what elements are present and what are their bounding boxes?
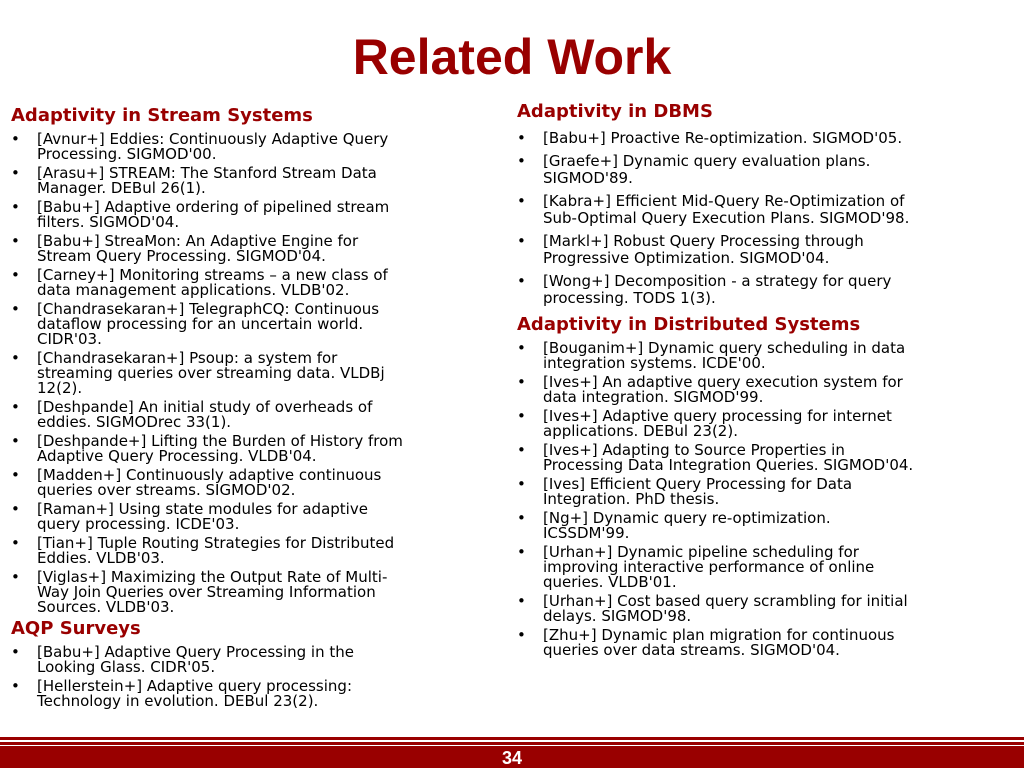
reference-line: • [Arasu+] STREAM: The Stanford Stream Data (37, 164, 377, 182)
reference-item (11, 132, 507, 162)
right-column (517, 100, 1017, 658)
reference-line: Progressive Optimization. SIGMOD'04. (543, 249, 830, 267)
reference-line: applications. DEBul 23(2). (543, 422, 738, 440)
reference-line: • [Ives+] An adaptive query execution system for (543, 373, 903, 391)
reference-line: Way Join Queries over Streaming Information (37, 583, 376, 601)
reference-line: • [Markl+] Robust Query Processing through (543, 232, 864, 250)
distributed-systems-list (517, 341, 1017, 658)
reference-item (11, 468, 507, 498)
reference-item (517, 193, 1017, 227)
reference-item (11, 351, 507, 396)
reference-line: • [Raman+] Using state modules for adaptive (37, 500, 368, 518)
footer-rule-bottom (0, 742, 1024, 745)
reference-item (517, 409, 1017, 439)
reference-line: • [Hellerstein+] Adaptive query processing: (37, 677, 352, 695)
reference-item (517, 443, 1017, 473)
reference-line: • [Babu+] Adaptive Query Processing in the (37, 643, 354, 661)
reference-line: Processing. SIGMOD'00. (37, 145, 217, 163)
reference-line: • [Urhan+] Dynamic pipeline scheduling for (543, 543, 859, 561)
reference-line: • [Chandrasekaran+] Psoup: a system for (37, 349, 338, 367)
reference-item (517, 594, 1017, 624)
reference-item (517, 341, 1017, 371)
reference-item (11, 166, 507, 196)
reference-line: • [Zhu+] Dynamic plan migration for continuous (543, 626, 895, 644)
reference-line: • [Deshpande+] Lifting the Burden of History from (37, 432, 403, 450)
reference-line: Stream Query Processing. SIGMOD'04. (37, 247, 326, 265)
footer-rule-top (0, 737, 1024, 740)
reference-line: query processing. ICDE'03. (37, 515, 240, 533)
reference-line: Eddies. VLDB'03. (37, 549, 165, 567)
reference-line: delays. SIGMOD'98. (543, 607, 692, 625)
reference-item (517, 628, 1017, 658)
reference-line: • [Viglas+] Maximizing the Output Rate of Multi- (37, 568, 388, 586)
reference-line: • [Ives] Efficient Query Processing for Data (543, 475, 853, 493)
reference-line: SIGMOD'89. (543, 169, 633, 187)
reference-item (517, 233, 1017, 267)
reference-item (517, 545, 1017, 590)
reference-line: eddies. SIGMODrec 33(1). (37, 413, 232, 431)
reference-line: • [Babu+] StreaMon: An Adaptive Engine for (37, 232, 359, 250)
reference-line: Sources. VLDB'03. (37, 598, 175, 616)
reference-item (11, 679, 507, 709)
stream-systems-list (11, 132, 507, 615)
reference-line: Manager. DEBul 26(1). (37, 179, 206, 197)
reference-item (11, 400, 507, 430)
reference-item (11, 570, 507, 615)
reference-line: filters. SIGMOD'04. (37, 213, 180, 231)
section-heading-dbms: Adaptivity in DBMS (517, 101, 713, 122)
reference-item (517, 477, 1017, 507)
reference-line: • [Tian+] Tuple Routing Strategies for Distributed (37, 534, 395, 552)
reference-line: • [Ives+] Adapting to Source Properties in (543, 441, 845, 459)
reference-line: queries over data streams. SIGMOD'04. (543, 641, 840, 659)
slide-title: Related Work (352, 29, 672, 85)
reference-line: improving interactive performance of online (543, 558, 875, 576)
reference-line: • [Kabra+] Efficient Mid-Query Re-Optimization of (543, 192, 905, 210)
reference-line: Integration. PhD thesis. (543, 490, 720, 508)
reference-item (11, 302, 507, 347)
reference-line: streaming queries over streaming data. VLDBj (37, 364, 385, 382)
reference-line: • [Graefe+] Dynamic query evaluation plans. (543, 152, 871, 170)
reference-line: • [Bouganim+] Dynamic query scheduling in data (543, 339, 906, 357)
reference-line: • [Urhan+] Cost based query scrambling for initial (543, 592, 908, 610)
reference-line: • [Ng+] Dynamic query re-optimization. (543, 509, 831, 527)
dbms-list (517, 130, 1017, 307)
reference-line: • [Babu+] Adaptive ordering of pipelined stream (37, 198, 390, 216)
reference-line: data integration. SIGMOD'99. (543, 388, 764, 406)
reference-line: • [Carney+] Monitoring streams – a new class of (37, 266, 388, 284)
reference-item (11, 434, 507, 464)
section-heading-distributed-systems: Adaptivity in Distributed Systems (517, 314, 861, 335)
aqp-surveys-list (11, 645, 507, 709)
reference-line: • [Ives+] Adaptive query processing for internet (543, 407, 892, 425)
reference-line: Sub-Optimal Query Execution Plans. SIGMOD'98. (543, 209, 910, 227)
reference-line: CIDR'03. (37, 330, 102, 348)
reference-item (11, 645, 507, 675)
reference-line: Looking Glass. CIDR'05. (37, 658, 216, 676)
reference-item (517, 511, 1017, 541)
reference-line: dataflow processing for an uncertain world. (37, 315, 364, 333)
page-number: 34 (501, 748, 523, 768)
reference-line: ICSSDM'99. (543, 524, 630, 542)
reference-line: data management applications. VLDB'02. (37, 281, 350, 299)
reference-item (11, 502, 507, 532)
reference-item (517, 273, 1017, 307)
reference-line: • [Madden+] Continuously adaptive continuous (37, 466, 382, 484)
reference-item (11, 234, 507, 264)
reference-line: queries. VLDB'01. (543, 573, 677, 591)
reference-line: Processing Data Integration Queries. SIGMOD'04. (543, 456, 914, 474)
reference-item (11, 200, 507, 230)
reference-line: • [Wong+] Decomposition - a strategy for query (543, 272, 892, 290)
reference-item (517, 130, 1017, 147)
section-heading-stream-systems: Adaptivity in Stream Systems (11, 105, 313, 126)
reference-line: queries over streams. SIGMOD'02. (37, 481, 296, 499)
reference-line: processing. TODS 1(3). (543, 289, 716, 307)
reference-item (517, 153, 1017, 187)
reference-line: • [Avnur+] Eddies: Continuously Adaptive Query (37, 130, 389, 148)
reference-line: • [Deshpande] An initial study of overheads of (37, 398, 373, 416)
reference-item (11, 268, 507, 298)
reference-line: Adaptive Query Processing. VLDB'04. (37, 447, 317, 465)
reference-item (517, 375, 1017, 405)
reference-line: • [Babu+] Proactive Re-optimization. SIGMOD'05. (543, 129, 903, 147)
reference-line: • [Chandrasekaran+] TelegraphCQ: Continuous (37, 300, 380, 318)
reference-line: 12(2). (37, 379, 83, 397)
reference-line: Technology in evolution. DEBul 23(2). (37, 692, 319, 710)
left-column (11, 104, 507, 709)
section-heading-aqp-surveys: AQP Surveys (11, 618, 141, 639)
reference-item (11, 536, 507, 566)
reference-line: integration systems. ICDE'00. (543, 354, 766, 372)
